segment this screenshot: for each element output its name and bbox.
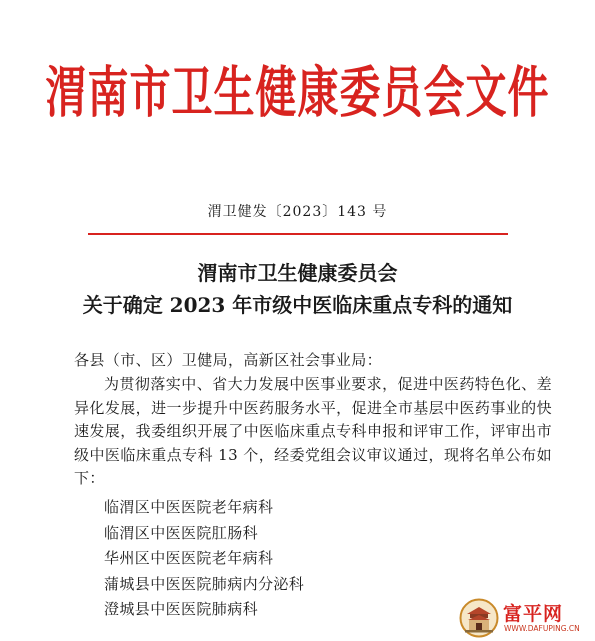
body-paragraph-text: 为贯彻落实中、省大力发展中医事业要求，促进中医药特色化、差异化发展，进一步提升中医药服务水平，促进全市基层中医药事业的快速发展，我委组织开展了中医临床重点专科申报和评审工作，评审出市级中医临床重点专科 13 个，经委党组会议审议通过，现将名单公布如下： xyxy=(74,375,552,487)
salutation: 各县（市、区）卫健局，高新区社会事业局： xyxy=(74,351,383,369)
list-item: 临渭区中医医院肛肠科 xyxy=(104,523,259,542)
title-line-1: 渭南市卫生健康委员会 xyxy=(197,261,398,285)
red-divider xyxy=(88,233,508,235)
issuer-header: 渭南市卫生健康委员会文件 xyxy=(45,60,550,125)
specialty-list xyxy=(104,495,304,623)
watermark-brand: 富平网 xyxy=(503,603,564,625)
title-line-2: 关于确定 2023 年市级中医临床重点专科的通知 xyxy=(82,293,513,317)
gate-tower-icon xyxy=(459,598,499,638)
list-item: 蒲城县中医医院肺病内分泌科 xyxy=(104,574,305,593)
document-number: 渭卫健发〔2023〕143 号 xyxy=(207,204,388,220)
site-watermark xyxy=(459,598,589,638)
list-item: 澄城县中医医院肺病科 xyxy=(104,600,259,618)
watermark-url: WWW.DAFUPING.CN xyxy=(504,624,580,633)
list-item: 华州区中医医院老年病科 xyxy=(104,549,274,567)
list-item: 临渭区中医医院老年病科 xyxy=(104,498,274,516)
body-paragraph xyxy=(74,373,552,491)
